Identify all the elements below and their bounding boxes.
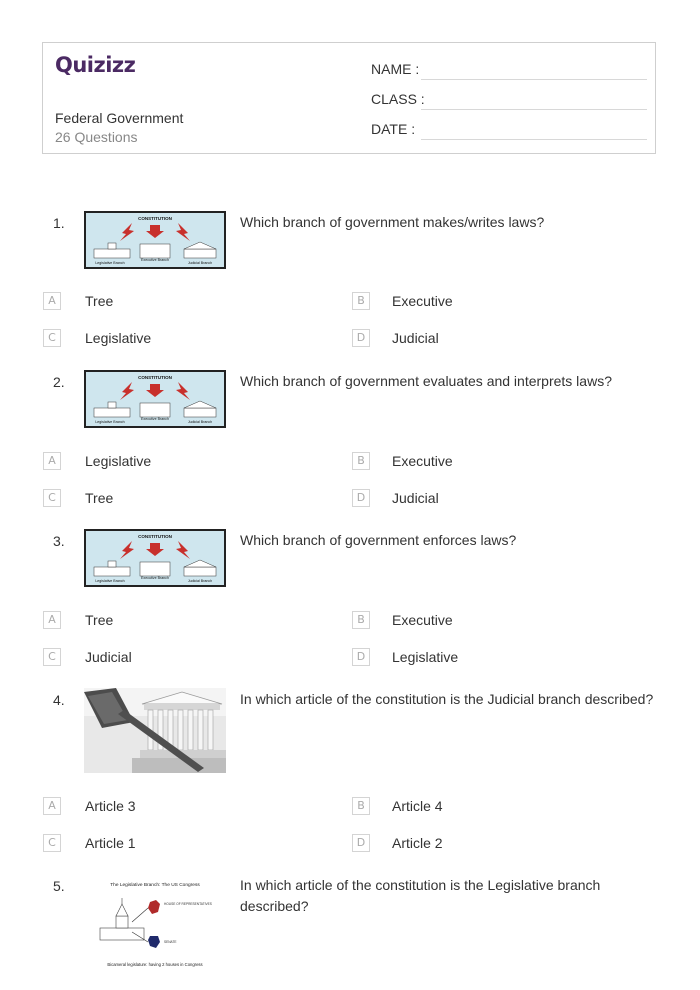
question-number: 5. [53, 878, 65, 894]
option-text-b: Executive [392, 612, 453, 628]
judicial-caption: Judicial Branch [187, 579, 213, 583]
judicial-caption: Judicial Branch [187, 261, 213, 265]
question-text: Which branch of government evaluates and interprets laws? [240, 373, 612, 389]
constitution-branches-image [84, 370, 226, 428]
constitution-label: CONSTITUTION [138, 534, 172, 539]
legislative-caption: Legislative Branch [95, 420, 125, 424]
question-number: 2. [53, 374, 65, 390]
congress-caption: Bicameral legislature: having 2 houses in Congress [107, 962, 203, 967]
option-letter-b[interactable]: B [352, 452, 370, 470]
option-letter-a[interactable]: A [43, 292, 61, 310]
legislative-caption: Legislative Branch [95, 579, 125, 583]
gavel-courthouse-image [84, 688, 226, 773]
option-text-b: Executive [392, 293, 453, 309]
question-text: In which article of the constitution is the Judicial branch described? [240, 691, 654, 707]
option-letter-c[interactable]: C [43, 489, 61, 507]
question-text: Which branch of government makes/writes laws? [240, 214, 545, 230]
constitution-label: CONSTITUTION [138, 375, 172, 380]
option-text-b: Article 4 [392, 798, 443, 814]
congress-title: The Legislative Branch: The US Congress [110, 883, 200, 888]
name-label: NAME : [371, 61, 420, 77]
question-text: Which branch of government enforces laws? [240, 532, 517, 548]
house-label: HOUSE OF REPRESENTATIVES [164, 902, 212, 906]
executive-caption: Executive Branch [141, 417, 169, 421]
option-letter-a[interactable]: A [43, 797, 61, 815]
option-text-c: Tree [85, 490, 114, 506]
option-text-a: Tree [85, 293, 114, 309]
legislative-caption: Legislative Branch [95, 261, 125, 265]
senate-label: SENATE [164, 940, 177, 944]
question-text: In which article of the constitution is the Legislative branch described? [240, 877, 601, 914]
question-number: 3. [53, 533, 65, 549]
constitution-branches-image [84, 211, 226, 269]
option-letter-d[interactable]: D [352, 329, 370, 347]
option-letter-b[interactable]: B [352, 292, 370, 310]
option-text-b: Executive [392, 453, 453, 469]
executive-caption: Executive Branch [141, 258, 169, 262]
quizizz-logo: Quizizz [55, 53, 136, 77]
option-letter-d[interactable]: D [352, 489, 370, 507]
option-text-d: Article 2 [392, 835, 443, 851]
option-letter-d[interactable]: D [352, 834, 370, 852]
executive-caption: Executive Branch [141, 576, 169, 580]
option-text-c: Legislative [85, 330, 152, 346]
option-letter-a[interactable]: A [43, 611, 61, 629]
option-letter-b[interactable]: B [352, 611, 370, 629]
option-letter-a[interactable]: A [43, 452, 61, 470]
date-label: DATE : [371, 121, 416, 137]
option-letter-c[interactable]: C [43, 329, 61, 347]
worksheet-title: Federal Government [55, 110, 184, 126]
option-text-c: Judicial [85, 649, 132, 665]
option-text-c: Article 1 [85, 835, 136, 851]
option-letter-b[interactable]: B [352, 797, 370, 815]
class-line [421, 109, 647, 110]
option-text-d: Legislative [392, 649, 459, 665]
date-line [421, 139, 647, 140]
option-letter-d[interactable]: D [352, 648, 370, 666]
question-number: 4. [53, 692, 65, 708]
option-text-a: Tree [85, 612, 114, 628]
question-count: 26 Questions [55, 129, 138, 145]
option-letter-c[interactable]: C [43, 834, 61, 852]
class-label: CLASS : [371, 91, 425, 107]
question-number: 1. [53, 215, 65, 231]
judicial-caption: Judicial Branch [187, 420, 213, 424]
congress-diagram-image [84, 878, 226, 970]
option-text-d: Judicial [392, 490, 439, 506]
option-text-a: Legislative [85, 453, 152, 469]
option-text-a: Article 3 [85, 798, 136, 814]
worksheet-header [42, 42, 656, 154]
name-line [421, 79, 647, 80]
constitution-branches-image [84, 529, 226, 587]
option-text-d: Judicial [392, 330, 439, 346]
option-letter-c[interactable]: C [43, 648, 61, 666]
constitution-label: CONSTITUTION [138, 216, 172, 221]
